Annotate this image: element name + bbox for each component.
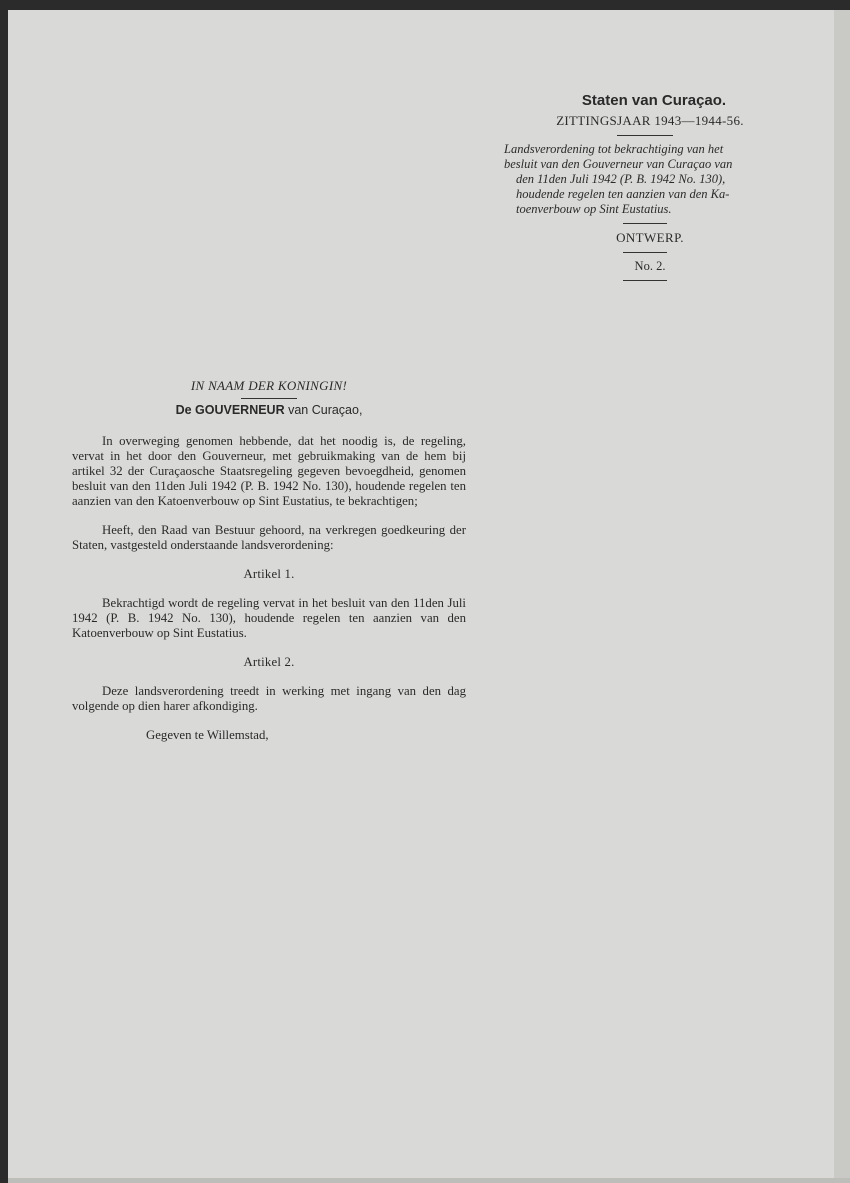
divider [623,252,667,253]
article-1-text: Bekrachtigd wordt de regeling vervat in het besluit van den 11den Juli 1942 (P. B. 1942 No. 130), houdende regelen ten aanzien van den Katoenverbouw op Sint Eustatius. [72,596,466,640]
invocation: IN NAAM DER KONINGIN! [190,378,348,393]
page-edge-right [834,10,850,1183]
page-edge-bottom [8,1178,850,1183]
preamble-paragraph: In overweging genomen hebbende, dat het noodig is, de regeling, vervat in het door den Gouverneur, met gebruikmaking van de hem bij artikel 32 der Curaçaosche Staatsregeling gegeven bevoegdheid, genomen besluit van den 11den Juli 1942 (P. B. 1942 No. 130), houdende regelen ten aanzien van den Katoenverbouw op Sint Eustatius, te bekrachtigen; [72,434,466,508]
ordinance-body [72,378,466,743]
ordinance-subject [504,142,788,217]
governor-title: De GOUVERNEUR [175,403,285,417]
article-1-title: Artikel 1. [243,567,295,581]
article-2-title: Artikel 2. [243,655,295,669]
article-2-text: Deze landsverordening treedt in werking met ingang van den dag volgende op dien harer afkondiging. [72,684,466,713]
subject-line: Landsverordening tot bekrachtiging van het [504,142,724,156]
draft-label: ONTWERP. [616,230,684,245]
subject-line: houdende regelen ten aanzien van den Ka- [516,187,730,201]
subject-line: besluit van den Gouverneur van Curaçao van [504,157,733,171]
governor-line [72,403,466,418]
draft-number: No. 2. [634,259,666,273]
organization-title: Staten van Curaçao. [581,92,727,109]
divider [241,398,297,399]
subject-line: den 11den Juli 1942 (P. B. 1942 No. 130), [516,172,726,186]
divider [617,135,673,136]
governor-territory: van Curaçao, [284,403,363,417]
session-year: ZITTINGSJAAR 1943—1944-56. [556,113,744,128]
divider [623,223,667,224]
given-at: Gegeven te Willemstad, [146,728,269,742]
document-header [500,92,790,287]
divider [623,280,667,281]
subject-line: toenverbouw op Sint Eustatius. [516,202,672,216]
enactment-paragraph: Heeft, den Raad van Bestuur gehoord, na verkregen goedkeuring der Staten, vastgesteld onderstaande landsverordening: [72,523,466,552]
